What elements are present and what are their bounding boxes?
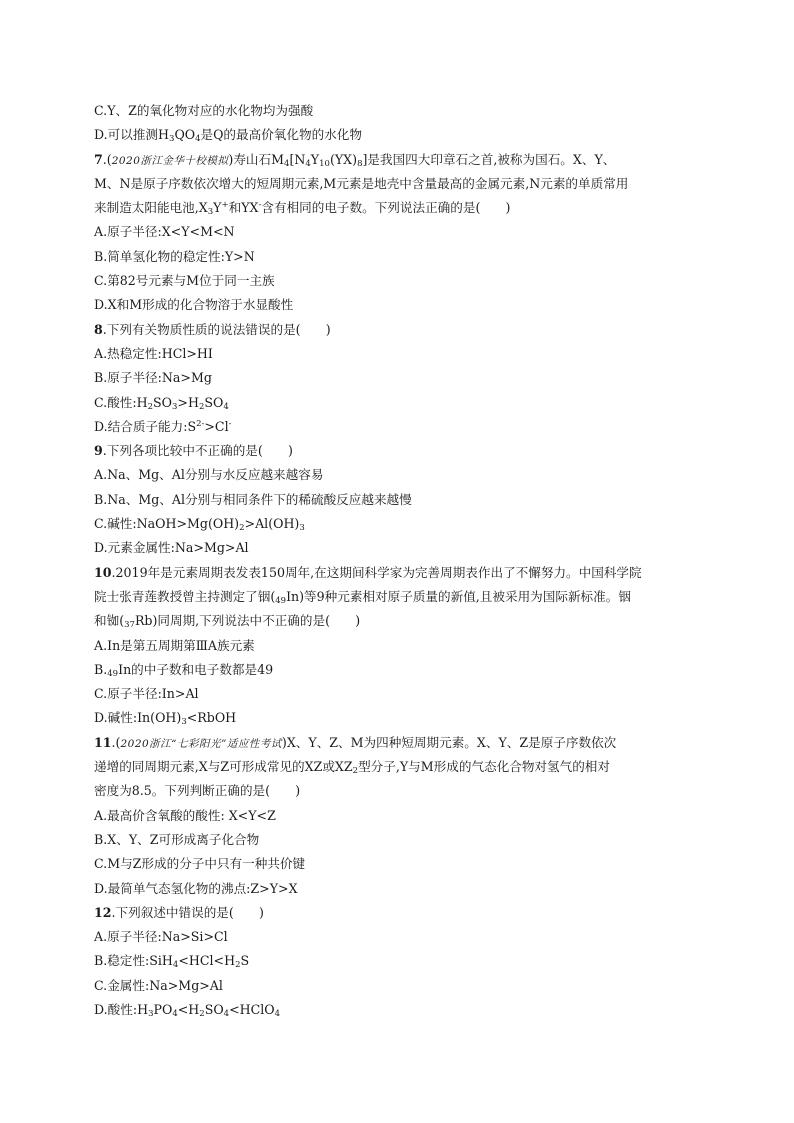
q12-option-c: C.金属性:Na>Mg>Al: [94, 977, 223, 993]
q11-source: 2020浙江“七彩阳光”适应性考试: [120, 737, 282, 750]
q8-option-b: B.原子半径:Na>Mg: [94, 370, 212, 386]
q12-option-b: B.稳定性$:SiH_4<HCl<H_2S$: [94, 953, 250, 971]
q7-stem-line1: 7.(2020浙江金华十校模拟)寿山石$M_4[N_4Y_{10}(YX)_8]$是我国四大印章石之首,被称为国石。X、Y、: [94, 151, 616, 169]
q11-stem-line2: 递增的同周期元素,X与Z可形成常见的XZ或$XZ_2$型分子,Y与M形成的气态化合物对氢气的相对: [94, 759, 610, 777]
q7-source: 2020浙江金华十校模拟: [111, 154, 229, 167]
q11-option-b: B.X、Y、Z可形成离子化合物: [94, 831, 260, 847]
q7-stem-line2: M、N是原子序数依次增大的短周期元素,M元素是地壳中含量最高的金属元素,N元素的单质常用: [94, 175, 629, 191]
q11-option-c: C.M与Z形成的分子中只有一种共价键: [94, 856, 306, 872]
q11-stem-line1: 11.(2020浙江“七彩阳光”适应性考试)X、Y、Z、M为四种短周期元素。X、Y、Z是原子序数依次: [94, 734, 617, 750]
q12-stem: 12.下列叙述中错误的是( ): [94, 904, 264, 920]
document-page: [94, 99, 704, 1022]
q6-option-c: C.Y、Z的氧化物对应的水化物均为强酸: [94, 103, 314, 118]
q11-stem-line3: 密度为8.5。下列判断正确的是( ): [94, 783, 301, 799]
q12-option-d: D.酸性$:H_3PO_4<H_2SO_4<HClO_4$: [94, 1001, 281, 1019]
q7-stem-line3: 来制造太阳能电池$,X_3Y^+$和YX-含有相同的电子数。下列说法正确的是( ): [94, 200, 511, 218]
q9-stem: 9.下列各项比较中不正确的是( ): [94, 443, 293, 459]
q8-option-a: A.热稳定性:HCl>HI: [94, 345, 213, 361]
q8-stem: 8.下列有关物质性质的说法错误的是( ): [94, 321, 331, 337]
q10-option-c: C.原子半径:In>Al: [94, 686, 199, 702]
q9-option-d: D.元素金属性:Na>Mg>Al: [94, 540, 249, 556]
q7-option-a: A.原子半径:X<Y<M<N: [94, 224, 235, 240]
q9-option-a: A.Na、Mg、Al分别与水反应越来越容易: [94, 467, 324, 483]
q11-option-d: D.最简单气态氢化物的沸点:Z>Y>X: [94, 880, 298, 896]
q8-option-c: C.酸性$:H_2SO_3>H_2SO_4$: [94, 394, 229, 412]
q11-option-a: A.最高价含氧酸的酸性: X<Y<Z: [94, 807, 276, 823]
q10-option-b: B.49In的中子数和电子数都是49: [94, 661, 274, 679]
q7-option-d: D.X和M形成的化合物溶于水显酸性: [94, 297, 294, 313]
q8-option-d: D.结合质子能力$:S^{2-}>Cl^-$: [94, 418, 232, 434]
q12-option-a: A.原子半径:Na>Si>Cl: [94, 929, 228, 945]
q10-stem-line1: 10.2019年是元素周期表发表150周年,在这期间科学家为完善周期表作出了不懈努力。中国科学院: [94, 564, 642, 580]
q9-option-c: C.碱性$:NaOH>Mg(OH)_2>Al(OH)_3$: [94, 516, 305, 534]
q10-option-d: D.碱性$:In(OH)_3<RbOH$: [94, 710, 237, 728]
q7-option-b: B.简单氢化物的稳定性:Y>N: [94, 248, 255, 264]
q9-option-b: B.Na、Mg、Al分别与相同条件下的稀硫酸反应越来越慢: [94, 491, 412, 507]
q10-option-a: A.In是第五周期第ⅢA族元素: [94, 637, 255, 653]
q7-option-c: C.第82号元素与M位于同一主族: [94, 273, 275, 289]
q10-stem-line2: 院士张青莲教授曾主持测定了铟(49In)等9种元素相对原子质量的新值,且被采用为国际新标准。铟: [94, 588, 631, 606]
q10-stem-line3: 和铷(37Rb)同周期,下列说法中不正确的是( ): [94, 613, 361, 631]
q6-option-d: D.可以推测$H_3QO_4$是Q的最高价氧化物的水化物: [94, 127, 362, 145]
